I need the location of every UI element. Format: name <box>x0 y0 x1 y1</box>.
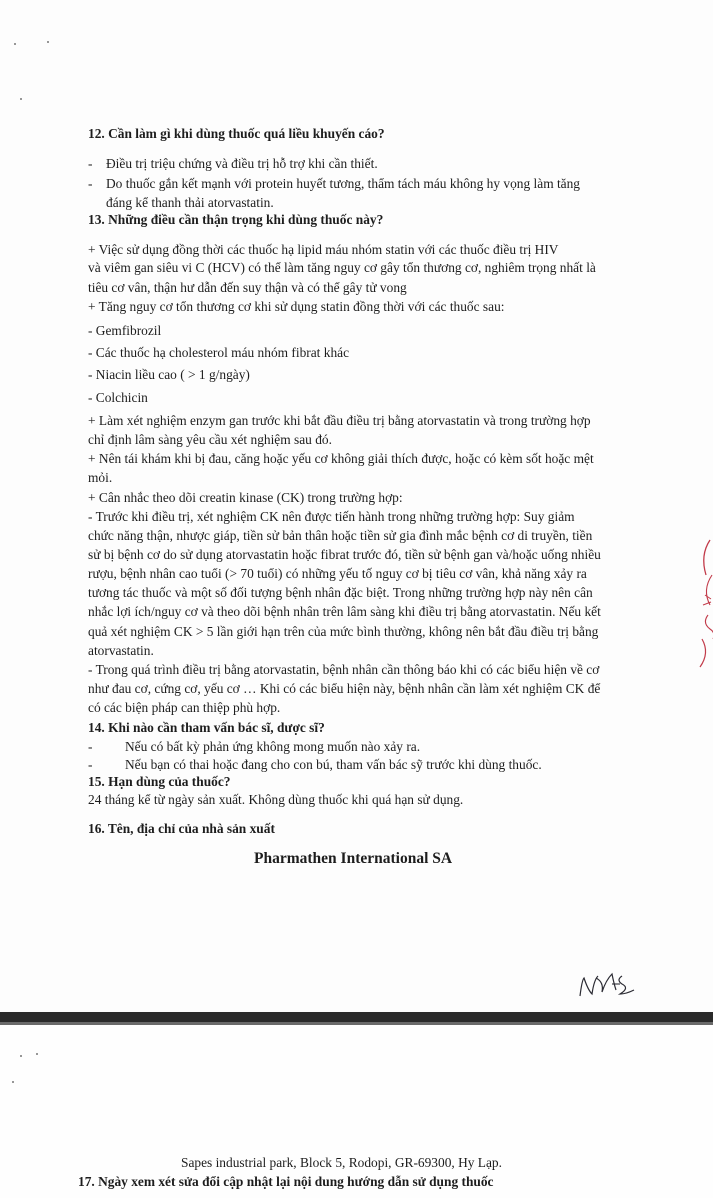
section-13-line: mỏi. <box>88 470 113 485</box>
section-13-line: - Colchicin <box>88 390 148 405</box>
section-12-heading: 12. Cần làm gì khi dùng thuốc quá liều khuyến cáo? <box>88 126 385 141</box>
section-14-item: Nếu bạn có thai hoặc đang cho con bú, tham vấn bác sỹ trước khi dùng thuốc. <box>125 757 542 772</box>
bullet-dash: - <box>88 176 93 191</box>
stamp-fragment <box>696 535 713 675</box>
scan-speck <box>14 43 16 45</box>
section-13-line: - Gemfibrozil <box>88 323 162 338</box>
section-13-line: + Việc sử dụng đồng thời các thuốc hạ lipid máu nhóm statin với các thuốc điều trị HIV <box>88 242 559 257</box>
section-17-heading: 17. Ngày xem xét sửa đổi cập nhật lại nội dung hướng dẫn sử dụng thuốc <box>78 1174 494 1189</box>
section-13-line: tương tác thuốc và một số đối tượng bệnh nhân đặc biệt. Trong những trường hợp này nên cân <box>88 585 593 600</box>
section-13-line: + Làm xét nghiệm enzym gan trước khi bắt đầu điều trị bằng atorvastatin và trong trường hợp <box>88 413 591 428</box>
bullet-dash: - <box>88 156 93 171</box>
signature <box>576 966 646 1006</box>
section-13-line: atorvastatin. <box>88 643 154 658</box>
section-13-line: rượu, bệnh nhân cao tuổi (> 70 tuổi) có những yếu tố nguy cơ bị tiêu cơ vân, khả năng xảy ra <box>88 566 587 581</box>
section-13-line: + Cân nhắc theo dõi creatin kinase (CK) trong trường hợp: <box>88 490 403 505</box>
scan-speck <box>47 41 49 43</box>
scan-speck <box>36 1053 38 1055</box>
section-13-line: có các biện pháp can thiệp phù hợp. <box>88 700 281 715</box>
bullet-dash: - <box>88 757 93 772</box>
section-13-line: + Nên tái khám khi bị đau, căng hoặc yếu cơ không giải thích được, hoặc có kèm sốt hoặc mệt <box>88 451 594 466</box>
section-13-line: sử bị bệnh cơ do sử dụng atorvastatin hoặc fibrat trước đó, tiền sử bệnh gan và/hoặc uống nhiều <box>88 547 601 562</box>
section-13-line: + Tăng nguy cơ tổn thương cơ khi sử dụng statin đồng thời với các thuốc sau: <box>88 299 505 314</box>
document-page-2 <box>0 1025 713 1198</box>
section-15-heading: 15. Hạn dùng của thuốc? <box>88 774 231 789</box>
section-13-line: - Trong quá trình điều trị bằng atorvastatin, bệnh nhân cần thông báo khi có các biểu hiện về cơ <box>88 662 600 677</box>
section-13-line: quả xét nghiệm CK > 5 lần giới hạn trên của mức bình thường, không nên bắt đầu điều trị bằng <box>88 624 599 639</box>
section-13-line: như đau cơ, cứng cơ, yếu cơ … Khi có các biểu hiện này, bệnh nhân cần làm xét nghiệm CK để <box>88 681 601 696</box>
section-13-line: - Trước khi điều trị, xét nghiệm CK nên được tiến hành trong những trường hợp: Suy giảm <box>88 509 575 524</box>
section-13-line: chỉ định lâm sàng yêu cầu xét nghiệm sau đó. <box>88 432 332 447</box>
section-15-text: 24 tháng kể từ ngày sản xuất. Không dùng thuốc khi quá hạn sử dụng. <box>88 792 464 807</box>
scan-speck <box>20 98 22 100</box>
section-12-item-cont: đáng kể thanh thải atorvastatin. <box>106 195 274 210</box>
section-12-item: Điều trị triệu chứng và điều trị hỗ trợ khi cần thiết. <box>106 156 378 171</box>
section-14-item: Nếu có bất kỳ phản ứng không mong muốn nào xảy ra. <box>125 739 421 754</box>
section-12-item: Do thuốc gắn kết mạnh với protein huyết tương, thẩm tách máu không hy vọng làm tăng <box>106 176 581 191</box>
manufacturer-address: Sapes industrial park, Block 5, Rodopi, GR-69300, Hy Lạp. <box>181 1155 502 1170</box>
section-14-heading: 14. Khi nào cần tham vấn bác sĩ, dược sĩ? <box>88 720 325 735</box>
section-13-line: nhắc lợi ích/nguy cơ và theo dõi bệnh nhân trên lâm sàng khi điều trị bằng atorvastatin. Nếu kết <box>88 604 601 619</box>
section-16-heading: 16. Tên, địa chỉ của nhà sản xuất <box>88 821 275 836</box>
section-13-line: - Các thuốc hạ cholesterol máu nhóm fibrat khác <box>88 345 350 360</box>
section-13-line: chức năng thận, nhược giáp, tiền sử bản thân hoặc tiền sử gia đình mắc bệnh cơ di truyền, tiền <box>88 528 593 543</box>
section-13-heading: 13. Những điều cần thận trọng khi dùng thuốc này? <box>88 212 384 227</box>
scan-speck <box>20 1055 22 1057</box>
scan-speck <box>12 1081 14 1083</box>
manufacturer-name: Pharmathen International SA <box>254 850 453 867</box>
section-13-line: - Niacin liều cao ( > 1 g/ngày) <box>88 367 250 382</box>
section-13-line: và viêm gan siêu vi C (HCV) có thể làm tăng nguy cơ gây tổn thương cơ, nghiêm trọng nhất là <box>88 260 596 275</box>
bullet-dash: - <box>88 739 93 754</box>
section-13-line: tiêu cơ vân, thận hư dẫn đến suy thận và có thể gây tử vong <box>88 280 407 295</box>
